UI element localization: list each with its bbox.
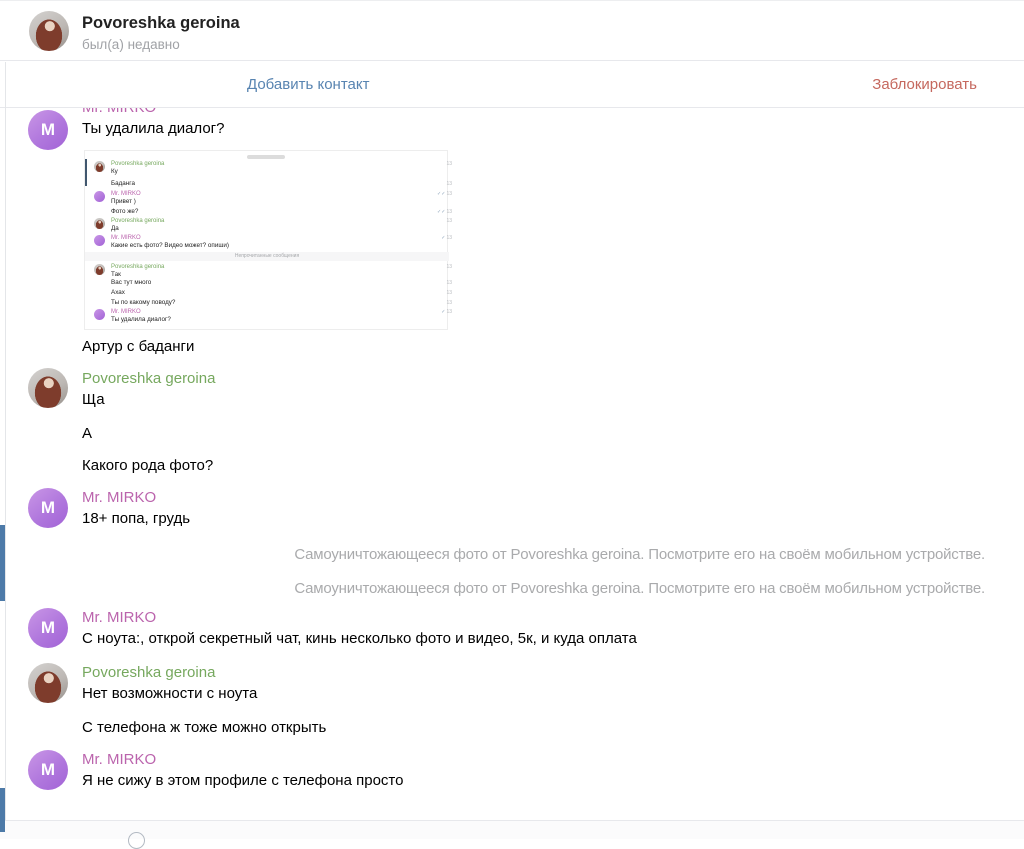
mini-read-ticks: ✓✓	[437, 191, 446, 197]
mini-time-value: 13	[446, 309, 452, 315]
avatar-povoreshka[interactable]	[28, 663, 68, 703]
sender-name-mirko[interactable]: Mr. MIRKO	[82, 751, 157, 768]
mini-message-text: Вас тут много	[111, 279, 152, 286]
mini-message-text: Да	[111, 225, 119, 232]
mini-message-row	[85, 160, 452, 178]
avatar-initial: M	[40, 760, 56, 779]
self-destruct-photo-notice: Самоуничтожающееся фото от Povoreshka geroina. Посмотрите его на своём мобильном устройстве.	[294, 546, 985, 563]
mini-avatar-mirko	[94, 191, 105, 202]
self-destruct-photo-notice: Самоуничтожающееся фото от Povoreshka geroina. Посмотрите его на своём мобильном устройстве.	[294, 580, 985, 597]
mini-sender-name: Povoreshka geroina	[111, 218, 165, 224]
mini-message-row	[85, 279, 452, 288]
avatar-initial: M	[40, 618, 56, 637]
unread-marker-bar	[0, 788, 5, 832]
mini-avatar-photo	[94, 161, 105, 172]
avatar-initial: M	[40, 498, 56, 517]
mini-message-text: Привет )	[111, 198, 136, 205]
mini-sender-name: Mr. MIRKO	[111, 309, 141, 315]
message-text: 18+ попа, грудь	[82, 510, 191, 527]
message-input-bar[interactable]	[0, 820, 1024, 839]
mini-sender-name: Povoreshka geroina	[111, 161, 165, 167]
conversation-header	[0, 0, 1024, 61]
mini-timestamp: 13	[446, 264, 452, 270]
unread-marker-bar	[0, 525, 5, 601]
message-text: Какого рода фото?	[82, 457, 214, 474]
mini-timestamp: 13	[446, 290, 452, 296]
mini-message-row	[85, 208, 452, 217]
mini-timestamp: 13	[446, 181, 452, 187]
mini-sender-name: Mr. MIRKO	[111, 235, 141, 241]
sender-name-mirko[interactable]: Mr. MIRKO	[82, 489, 157, 506]
mini-message-row	[85, 180, 452, 189]
sender-name-mirko[interactable]: Mr. MIRKO	[82, 609, 157, 626]
message-text: Ты удалила диалог?	[82, 120, 225, 137]
mini-timestamp	[437, 191, 452, 197]
mini-avatar-mirko	[94, 309, 105, 320]
mini-time-value: 13	[446, 235, 452, 241]
mini-message-text: Фото же?	[111, 208, 139, 215]
mini-message-text: Баданга	[111, 180, 135, 187]
block-user-link[interactable]: Заблокировать	[872, 76, 977, 93]
mini-message-row	[85, 217, 452, 235]
avatar-povoreshka[interactable]	[28, 368, 68, 408]
mini-date-caption	[247, 155, 285, 159]
mini-message-text: Ахах	[111, 289, 125, 296]
avatar-mirko[interactable]	[28, 608, 68, 648]
mini-avatar-mirko	[94, 235, 105, 246]
mini-sender-name: Mr. MIRKO	[111, 191, 141, 197]
mini-message-row	[85, 234, 452, 252]
mini-message-row	[85, 190, 452, 208]
mini-timestamp	[441, 235, 452, 241]
mini-avatar-photo	[94, 218, 105, 229]
message-text: Нет возможности с ноута	[82, 685, 258, 702]
avatar-mirko[interactable]	[28, 488, 68, 528]
mini-read-ticks: ✓	[441, 235, 446, 241]
mini-timestamp: 13	[446, 300, 452, 306]
contact-name[interactable]: Povoreshka geroina	[82, 14, 240, 32]
attached-screenshot-image[interactable]	[84, 150, 452, 330]
sender-name-povoreshka[interactable]: Povoreshka geroina	[82, 370, 216, 387]
mini-timestamp	[437, 209, 452, 215]
avatar-mirko[interactable]	[28, 750, 68, 790]
contact-avatar[interactable]	[29, 11, 69, 51]
message-text: Артур с баданги	[82, 338, 195, 355]
add-contact-link[interactable]: Добавить контакт	[247, 76, 370, 93]
mini-message-text: Так	[111, 271, 121, 278]
mini-message-row	[85, 308, 452, 326]
sender-name-povoreshka[interactable]: Povoreshka geroina	[82, 664, 216, 681]
mini-unread-divider: Непрочитанные сообщения	[85, 252, 449, 261]
contact-action-bar	[0, 62, 1024, 108]
mini-time-value: 13	[446, 191, 452, 197]
mini-timestamp	[441, 309, 452, 315]
mini-read-ticks: ✓✓	[437, 209, 446, 215]
message-text: С телефона ж тоже можно открыть	[82, 719, 327, 736]
mini-message-text: Ты по какому поводу?	[111, 299, 176, 306]
message-text: Ща	[82, 391, 105, 408]
mini-timestamp: 13	[446, 280, 452, 286]
mini-message-text: Ку	[111, 168, 118, 175]
mini-message-row	[85, 299, 452, 308]
mini-timestamp: 13	[446, 218, 452, 224]
mini-timestamp: 13	[446, 161, 452, 167]
mini-read-ticks: ✓	[441, 309, 446, 315]
message-list[interactable]	[0, 108, 1024, 820]
avatar-mirko[interactable]	[28, 110, 68, 150]
mini-time-value: 13	[446, 209, 452, 215]
mini-avatar-photo	[94, 264, 105, 275]
panel-divider	[5, 62, 6, 820]
message-text: А	[82, 425, 93, 442]
mini-message-text: Какие есть фото? Видео может? опиши)	[111, 242, 230, 249]
avatar-initial: M	[40, 120, 56, 139]
mini-message-row	[85, 289, 452, 298]
mini-message-text: Ты удалила диалог?	[111, 316, 171, 323]
contact-last-seen: был(а) недавно	[82, 37, 180, 52]
message-text: Я не сижу в этом профиле с телефона просто	[82, 772, 404, 789]
message-text: С ноута:, открой секретный чат, кинь несколько фото и видео, 5к, и куда оплата	[82, 630, 637, 647]
mini-sender-name: Povoreshka geroina	[111, 264, 165, 270]
emoji-smiley-icon[interactable]	[128, 832, 145, 849]
